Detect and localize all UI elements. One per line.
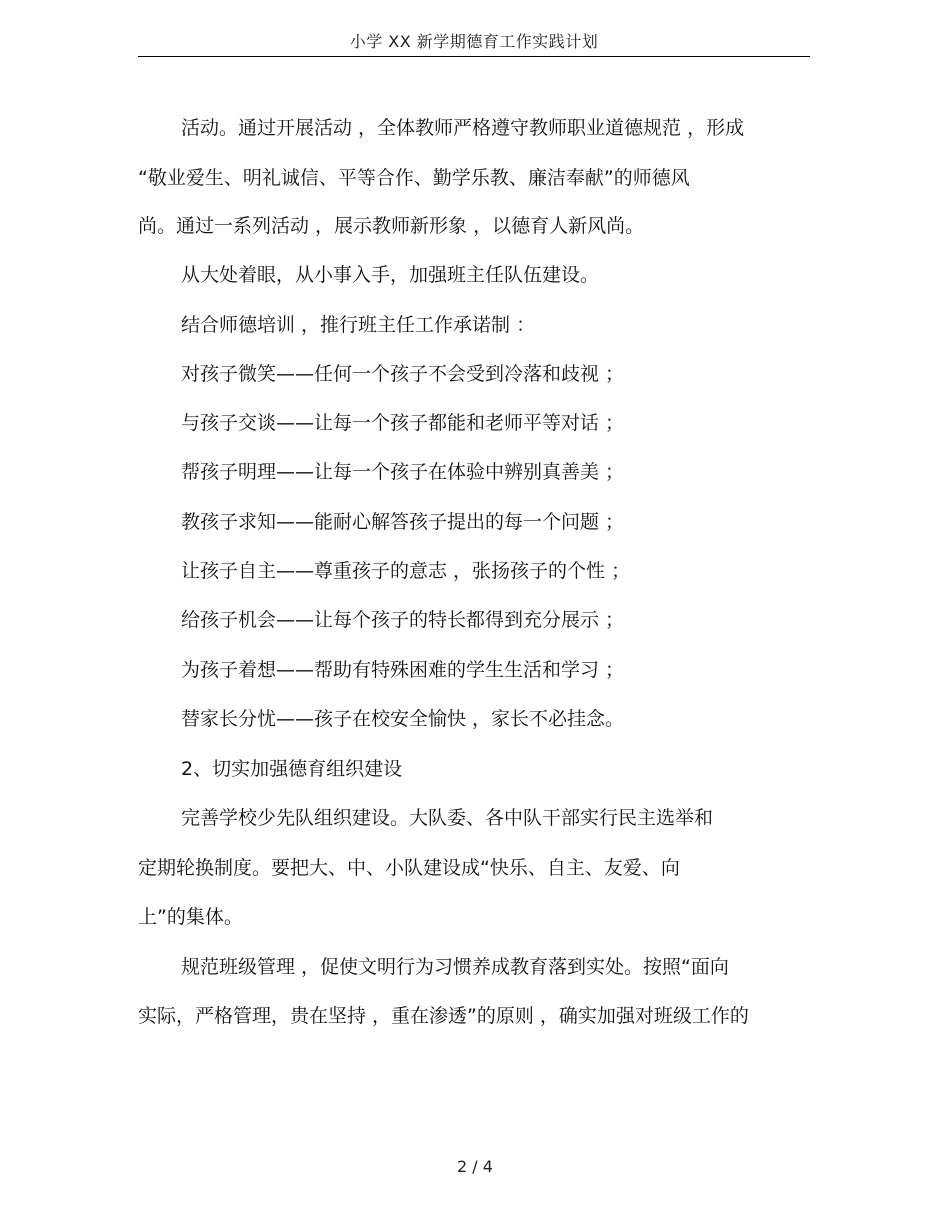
paragraph-line: 定期轮换制度。要把大、中、小队建设成“快乐、自主、友爱、向 — [138, 857, 680, 879]
paragraph-line: 规范班级管理 ，促使文明行为习惯养成教育落到实处。按照“面向 — [181, 956, 729, 978]
commitment-item: 给孩子机会——让每个孩子的特长都得到充分展示 ； — [181, 609, 625, 631]
commitment-item: 对孩子微笑——任何一个孩子不会受到冷落和歧视 ； — [181, 363, 625, 385]
paragraph-line: 活动。通过开展活动 ，全体教师严格遵守教师职业道德规范 ，形成 — [181, 117, 745, 139]
header-divider — [138, 56, 810, 57]
commitment-item: 为孩子着想——帮助有特殊困难的学生生活和学习 ； — [181, 659, 625, 681]
section-heading: 2、切实加强德育组织建设 — [181, 758, 403, 780]
commitment-item: 教孩子求知——能耐心解答孩子提出的每一个问题 ； — [181, 511, 625, 533]
paragraph-line: 从大处着眼，从小事入手，加强班主任队伍建设。 — [181, 264, 600, 286]
paragraph-line: “敬业爱生、明礼诚信、平等合作、勤学乐教、廉洁奉献”的师德风 — [138, 167, 690, 189]
page-number: 2 / 4 — [457, 1157, 493, 1176]
paragraph-line: 完善学校少先队组织建设。大队委、各中队干部实行民主选举和 — [181, 807, 714, 829]
page-header-title: 小学 XX 新学期德育工作实践计划 — [349, 32, 599, 51]
commitment-item: 替家长分忧——孩子在校安全愉快 ，家长不必挂念。 — [181, 708, 625, 730]
paragraph-line: 尚。通过一系列活动 ，展示教师新形象 ，以德育人新风尚。 — [138, 215, 645, 237]
commitment-item: 帮孩子明理——让每一个孩子在体验中辨别真善美 ； — [181, 461, 625, 483]
paragraph-line: 上”的集体。 — [138, 906, 243, 928]
paragraph-line: 结合师德培训 ，推行班主任工作承诺制 ： — [181, 314, 536, 336]
paragraph-line: 实际，严格管理，贵在坚持 ，重在渗透”的原则 ，确实加强对班级工作的 — [138, 1005, 749, 1027]
commitment-item: 与孩子交谈——让每一个孩子都能和老师平等对话 ； — [181, 412, 625, 434]
commitment-item: 让孩子自主——尊重孩子的意志 ，张扬孩子的个性 ； — [181, 560, 631, 582]
